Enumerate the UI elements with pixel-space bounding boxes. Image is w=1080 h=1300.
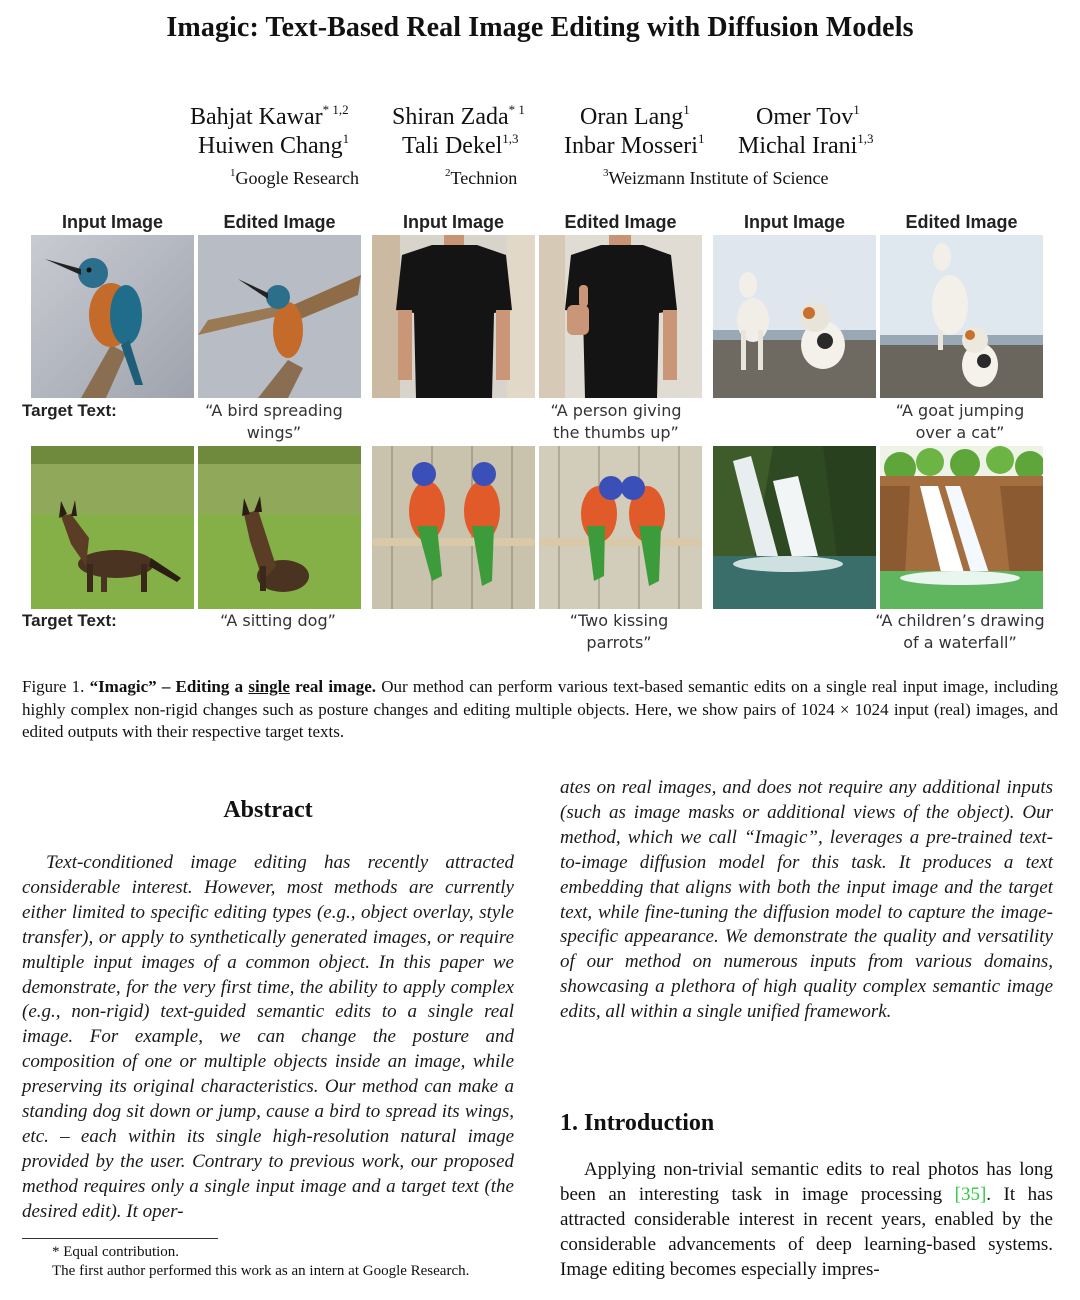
author-mark: 1 bbox=[697, 131, 705, 146]
affiliation bbox=[445, 168, 517, 189]
affiliation-name: Google Research bbox=[235, 168, 359, 188]
author-name: Oran Lang bbox=[580, 104, 684, 130]
intro-text-part: Applying non-trivial semantic edits to real photos has long been an interesting task in image processing bbox=[560, 1159, 1053, 1205]
abstract-right-column: ates on real images, and does not require any additional inputs (such as image masks or additional views of the object). Our method, which we call “Imagic”, leverages a pre-trained text-to-image diffusion model for this task. It produces a text embedding that aligns with both the input image and the target text, while fine-tuning the diffusion model to capture the image-specific appearance. We demonstrate the quality and versatility of our method on numerous inputs from various domains, showcasing a plethora of high quality complex semantic image edits, all within a single unified framework. bbox=[560, 777, 1053, 1023]
target-text bbox=[519, 610, 719, 654]
author-mark: 1,3 bbox=[857, 131, 874, 146]
introduction-text bbox=[560, 1158, 1053, 1283]
target-text bbox=[516, 400, 716, 444]
author-name: Bahjat Kawar bbox=[190, 104, 323, 130]
citation-link[interactable]: [35] bbox=[954, 1183, 987, 1205]
target-text-line: parrots” bbox=[586, 633, 652, 652]
dog-edited-image bbox=[198, 446, 361, 609]
target-text bbox=[860, 610, 1060, 654]
target-text bbox=[178, 610, 378, 632]
target-text-line: “A person giving bbox=[550, 401, 682, 420]
author bbox=[402, 133, 519, 160]
author bbox=[756, 104, 860, 131]
author-name: Tali Dekel bbox=[402, 133, 503, 159]
affiliation bbox=[603, 168, 828, 189]
footnote-rule bbox=[22, 1238, 218, 1239]
target-text-label: Target Text: bbox=[22, 611, 117, 630]
caption-bold: “Imagic” – Editing a bbox=[89, 677, 249, 696]
author bbox=[392, 104, 525, 131]
author-mark: 1 bbox=[342, 131, 350, 146]
target-text-line: over a cat” bbox=[915, 423, 1005, 442]
author-mark: * 1 bbox=[508, 102, 525, 117]
column-header-edited: Edited Image bbox=[564, 212, 677, 232]
introduction-heading: 1. Introduction bbox=[560, 1110, 715, 1136]
paper-title: Imagic: Text-Based Real Image Editing with Diffusion Models bbox=[166, 12, 914, 43]
bird-edited-image bbox=[198, 235, 361, 398]
footnote-line: * Equal contribution. bbox=[52, 1244, 180, 1260]
author bbox=[190, 104, 349, 131]
target-text-line: “A goat jumping bbox=[895, 401, 1025, 420]
waterfall-input-image bbox=[713, 446, 876, 609]
waterfall-edited-image bbox=[880, 446, 1043, 609]
person-edited-image bbox=[539, 235, 702, 398]
caption-prefix: Figure 1. bbox=[22, 677, 90, 696]
target-text bbox=[174, 400, 374, 444]
target-text-line: “Two kissing bbox=[569, 611, 669, 630]
author bbox=[198, 133, 349, 160]
author bbox=[564, 133, 704, 160]
target-text-label: Target Text: bbox=[22, 401, 117, 420]
caption-bold-underlined: single bbox=[248, 677, 290, 696]
bird-input-image bbox=[31, 235, 194, 398]
affiliation-number: 3 bbox=[603, 167, 609, 179]
footnote-line: The first author performed this work as an intern at Google Research. bbox=[52, 1263, 470, 1279]
author-mark: 1,3 bbox=[502, 131, 519, 146]
author-mark: 1 bbox=[853, 102, 860, 117]
column-header-input: Input Image bbox=[61, 212, 163, 232]
parrots-edited-image bbox=[539, 446, 702, 609]
target-text-line: “A children’s drawing bbox=[875, 611, 1045, 630]
author-name: Michal Irani bbox=[738, 133, 858, 159]
column-header-edited: Edited Image bbox=[905, 212, 1018, 232]
intro-text-part: . It has attracted considerable interest in recent years, enabled by the considerable advancements of deep learning-based systems. Image editing becomes especially impres- bbox=[560, 1183, 1053, 1280]
column-header-input: Input Image bbox=[402, 212, 504, 232]
parrots-input-image bbox=[372, 446, 535, 609]
author-mark: 1 bbox=[683, 102, 690, 117]
author-name: Huiwen Chang bbox=[198, 133, 343, 159]
affiliation-name: Technion bbox=[450, 168, 518, 188]
abstract-left-column: Text-conditioned image editing has recently attracted considerable interest. However, most methods are currently either limited to specific editing types (e.g., object overlay, style transfer), or apply to synthetically generated images, or require multiple input images of a common object. In this paper we demonstrate, for the very first time, the ability to apply complex (e.g., non-rigid) text-guided semantic edits to a single real image. For example, we can change the posture and composition of one or multiple objects inside an image, while preserving its original characteristics. Our method can make a standing dog sit down or jump, cause a bird to spread its wings, etc. – each within its single high-resolution natural image provided by the user. Contrary to previous work, our proposed method requires only a single input image and a target text (the desired edit). It oper- bbox=[22, 852, 514, 1222]
figure-caption bbox=[22, 676, 1058, 744]
goat-cat-edited-image bbox=[880, 235, 1043, 398]
affiliation-number: 1 bbox=[230, 167, 236, 179]
abstract-heading: Abstract bbox=[223, 797, 313, 823]
affiliation bbox=[230, 168, 359, 189]
author-name: Inbar Mosseri bbox=[564, 133, 698, 159]
target-text-line: the thumbs up” bbox=[553, 423, 679, 442]
target-text bbox=[860, 400, 1060, 444]
target-text-line: of a waterfall” bbox=[903, 633, 1017, 652]
column-header-edited: Edited Image bbox=[223, 212, 336, 232]
caption-bold: real image. bbox=[289, 677, 377, 696]
author-name: Shiran Zada bbox=[392, 104, 509, 130]
author bbox=[738, 133, 874, 160]
author-mark: * 1,2 bbox=[322, 102, 349, 117]
target-text-line: “A bird spreading bbox=[205, 401, 343, 420]
dog-input-image bbox=[31, 446, 194, 609]
author-name: Omer Tov bbox=[756, 104, 854, 130]
caption-body: Our method can perform various text-based semantic edits on a single real input image, including highly complex non-rigid changes such as posture changes and editing multiple objects. Here, we show pairs of 1024 × 1024 input (real) images, and edited outputs with their respective target texts. bbox=[22, 677, 1058, 741]
target-text-line: wings” bbox=[246, 423, 302, 442]
goat-cat-input-image bbox=[713, 235, 876, 398]
footnote bbox=[22, 1243, 522, 1281]
affiliation-number: 2 bbox=[445, 167, 451, 179]
column-header-input: Input Image bbox=[743, 212, 845, 232]
target-text-line: “A sitting dog” bbox=[220, 611, 336, 630]
person-input-image bbox=[372, 235, 535, 398]
author bbox=[580, 104, 690, 131]
affiliation-name: Weizmann Institute of Science bbox=[608, 168, 829, 188]
